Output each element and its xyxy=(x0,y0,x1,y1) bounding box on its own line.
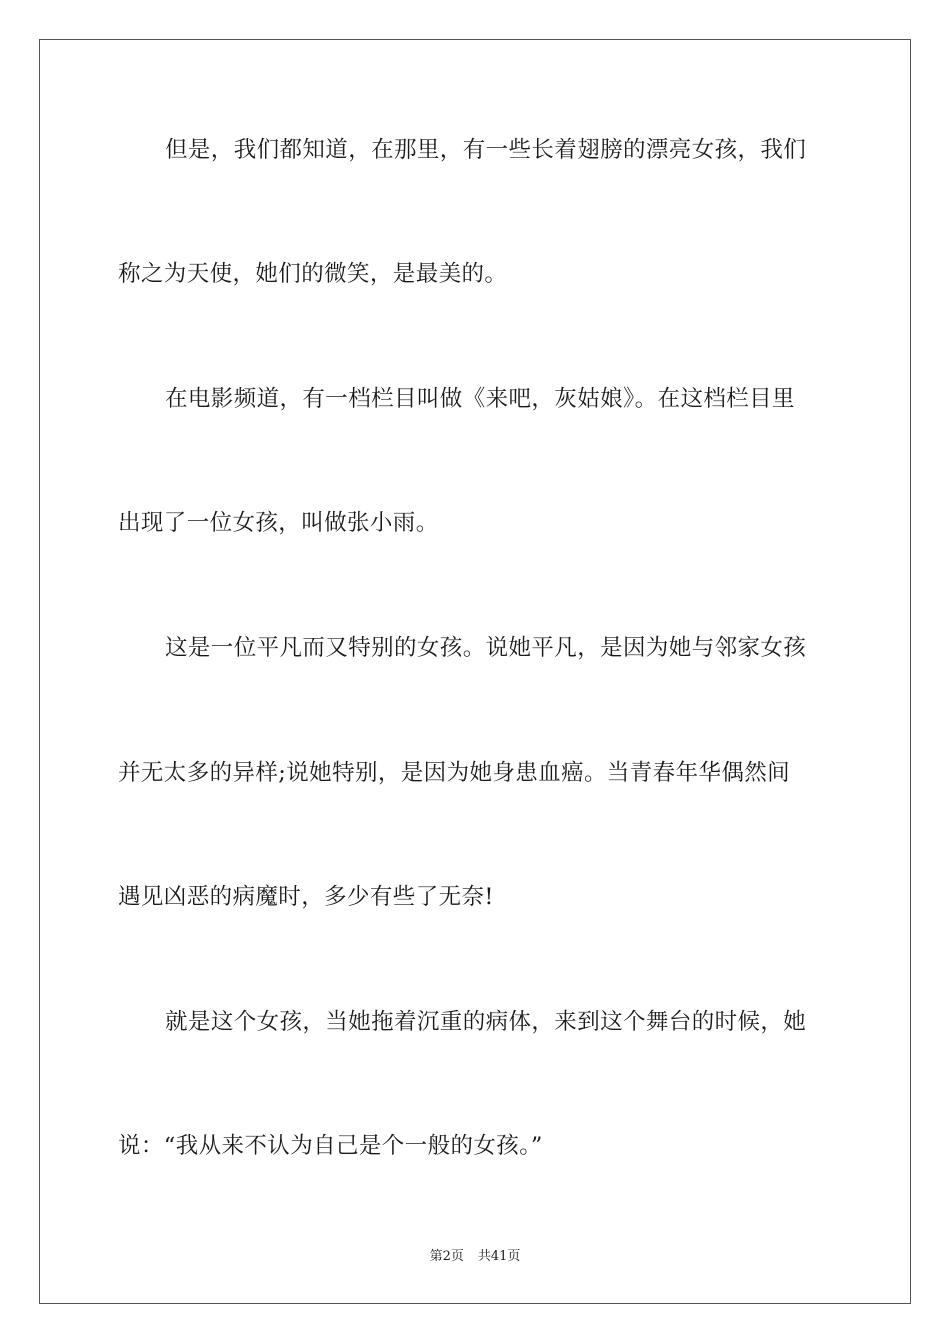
paragraph-2-line-2: 出现了一位女孩，叫做张小雨。 xyxy=(118,510,439,536)
page-total: 共41页 xyxy=(477,1249,521,1264)
paragraph-1-line-2: 称之为天使，她们的微笑，是最美的。 xyxy=(118,261,508,287)
paragraph-3-line-3: 遇见凶恶的病魔时，多少有些了无奈! xyxy=(118,884,494,910)
paragraph-4-line-2: 说：“我从来不认为自己是个一般的女孩。” xyxy=(118,1133,543,1159)
page-border xyxy=(39,39,911,1304)
paragraph-2-line-1: 在电影频道，有一档栏目叫做《来吧，灰姑娘》。在这档栏目里 xyxy=(165,386,795,412)
paragraph-3-line-1: 这是一位平凡而又特别的女孩。说她平凡，是因为她与邻家女孩 xyxy=(165,635,807,661)
page-number: 第2页 xyxy=(429,1249,464,1264)
paragraph-3-line-2: 并无太多的异样;说她特别，是因为她身患血癌。当青春年华偶然间 xyxy=(118,760,791,786)
page-footer xyxy=(0,1248,950,1266)
paragraph-4-line-1: 就是这个女孩，当她拖着沉重的病体，来到这个舞台的时候，她 xyxy=(165,1009,807,1035)
paragraph-1-line-1: 但是，我们都知道，在那里，有一些长着翅膀的漂亮女孩，我们 xyxy=(165,137,807,163)
